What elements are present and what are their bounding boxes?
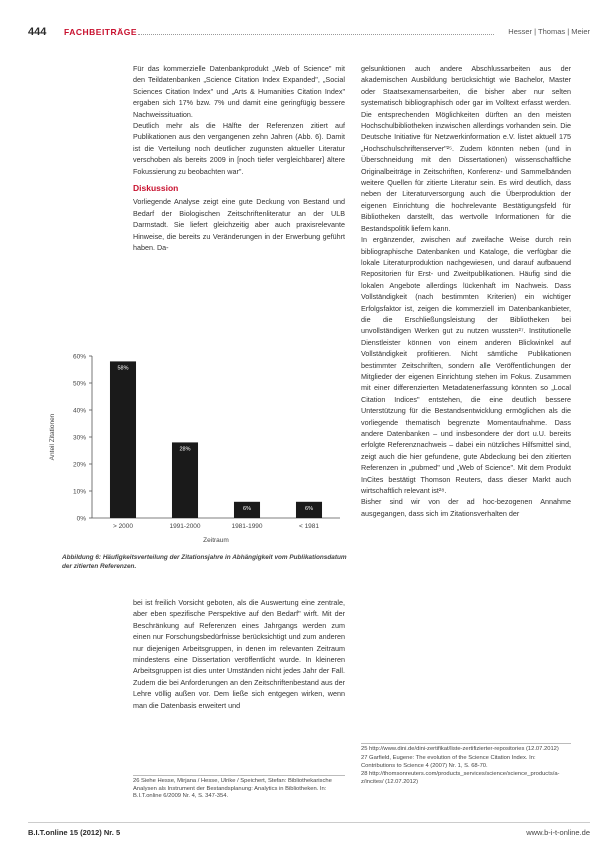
bar-value-label: 6% (243, 505, 251, 512)
footnote: 28 http://thomsonreuters.com/products_services/science/science_products/a-z/incites/ (12.07.2012) (361, 771, 560, 786)
x-tick-label: 1981-1990 (231, 523, 263, 530)
paragraph: Bisher sind wir von der ad hoc-bezogenen Annahme ausgegangen, dass sich im Zitationsverhalten der (361, 497, 571, 518)
bar-value-label: 58% (117, 365, 129, 372)
x-tick-label: < 1981 (298, 523, 320, 530)
y-tick-label: 20% (72, 461, 86, 469)
paragraph: In ergänzender, zwischen auf zweifache Weise durch rein bibliographische Datenbanken und Kataloge, die verfügbar die lokale Literaturproduktion nachgewiesen, und darauf aufbauend Repositorien für Erst- und Zweitpublikationen. Häufig sind die lokalen Angebote allerdings lückenhaft im Nachweis. Dass Vollständigkeit (nach bestimmten Kriterien) ein wichtiger Erfolgsfaktor ist, zeigen die kommerziell im Datenbankanbieter, die die Erschließungsleistung der Bibliotheken bei unvollständigen Werken gut zu nutzen wussten²⁷. Institutionelle Dienstleister können von einem anderen Blickwinkel auf Vollständigkeit profitieren. Nicht sämtliche Publikationen bestimmter Zeitschriften, sondern alle Veröffentlichungen der Mitglieder der eigenen Einrichtung stehen im Fokus. Zusammen mit einer differenzierten Metadatenerfassung könnten so „Local Citation Indices" entstehen, die eine deutlich bessere Unterstützung für die Bestandsentwicklung ermöglichen als die vorliegende thematisch begrenzte Momentaufnahme. Dass andere Datenbanken – und insbesondere der dort u.U. bereits erfolgte Referenznachweis – dabei ein nützliches Hilfsmittel sind, zeigt auch die hier gefundene, gute Abdeckung bei den zitierten Referenzen in „pubmed" und „Web of Science". Mit dem Produkt InCites bestätigt Thomson Reuters, dass dieser Markt auch wirtschaftlich relevant ist²⁸. (361, 235, 571, 496)
paragraph: bei ist freilich Vorsicht geboten, als die Auswertung eine zentrale, aber eben spezifische Perspektive auf den Bedarf" wirft. Mit der Beschränkung auf Referenzen eines Jahrgangs werden zum einen nur Forschungsbedürfnisse berücksichtigt und zum anderen nur diejenigen Arbeitsgruppen, in denen im relevanten Zeitraum mindestens eine Dissertation veröffentlicht wurde. In kleineren Arbeitsgruppen ist dies unter Umständen nicht jedes Jahr der Fall. Zudem die bei Anforderungen an den Zeitschriftenbestand aus der Lehre völlig außen vor. Dem ließe sich entgegen wirken, wenn man die Datenbasis erweitert und (133, 598, 345, 710)
paragraph: gelsunktionen auch andere Abschlussarbeiten aus der akademischen Ausbildung berücksichtigt wie Bachelor, Master oder Staatsexamensarbeiten, die bisher aber nur selten systematisch bibliographisch oder gar im Volltext erfasst werden. Die entsprechenden Möglichkeiten dürften an den meisten Hochschulbibliotheken inzwischen allerdings vorhanden sein. Die Deutsche Initiative für Netzwerkinformation e.V. listet aktuell 175 „Hochschulschriftenserver"²⁵. Zudem könnten neben (und in Überschneidung mit den Dissertationen) wissenschaftliche Originalbeiträge in Zeitschriften, Konferenz- und Sammelbänden weitere Quellen für zitierte Literatur sein. Es wird deutlich, dass neben der Literaturversorgung auch die Überproduktion der eigenen Einrichtung die hochrelevante Bestätigungsfeld für Bibliotheken darstellt, das wertvolle Informationen für die Bestandspolitik liefern kann. (361, 64, 571, 233)
footnote: 25 http://www.dini.de/dini-zertifikat/liste-zertifizierter-repositories (12.07.2012) (361, 746, 559, 752)
section-title: FACHBEITRÄGE (64, 27, 138, 37)
y-axis-label: Anteil Zitationen (49, 413, 56, 461)
paragraph: Vorliegende Analyse zeigt eine gute Deckung von Bestand und Bedarf der Biologischen Zeitschriftenliteratur an der ULB Darmstadt. Sie liefert gleichzeitig aber auch praxisrelevante Hinweise, die bereits zu Veränderungen in der Erwerbung geführt haben. Da- (133, 197, 345, 253)
footer-url: www.b-i-t-online.de (526, 828, 590, 837)
running-authors: Hesser | Thomas | Meier (508, 27, 590, 36)
left-column (133, 63, 345, 254)
page-header (28, 26, 590, 42)
figure-caption: Abbildung 6: Häufigkeitsverteilung der Zitationsjahre in Abhängigkeit vom Publikationsdatum der zitierten Referenzen. (62, 554, 347, 570)
bar-chart (40, 350, 350, 550)
footer-journal: B.I.T.online 15 (2012) Nr. 5 (28, 828, 121, 837)
y-tick-label: 10% (72, 488, 86, 496)
footnote: 26 Siehe Hesse, Mirjana / Hesse, Ulrike / Speichert, Stefan: Bibliothekarische Analysen als Instrument der Bestandsplanung: Analytics in Bibliotheken. In: B.I.T.online 6/2009 Nr. 4, S. 347-354. (133, 778, 332, 800)
footnote: 27 Garfield, Eugene: The evolution of the Science Citation Index. In: Contributions to Science 4 (2007) Nr. 1, S. 68-70. (361, 754, 536, 769)
y-tick-label: 60% (72, 353, 86, 361)
paragraph: Deutlich mehr als die Hälfte der Referenzen zitiert auf Publikationen aus den vergangenen zehn Jahren (Abb. 6). Damit ist die Verteilung noch deutlicher zugunsten aktueller Literatur verschoben als bereits 2009 in [noch tiefer vergleichbarer] ältere Fokussierung zu beobachten war". (133, 121, 345, 176)
y-tick-label: 40% (72, 407, 86, 415)
y-tick-label: 30% (72, 434, 86, 442)
y-tick-label: 50% (72, 380, 86, 388)
footnotes-right (361, 743, 571, 788)
bar-value-label: 28% (179, 446, 191, 453)
page-number: 444 (28, 26, 47, 38)
header-rule (138, 34, 494, 35)
footnotes-left (133, 775, 345, 802)
footer-rule (28, 822, 590, 823)
y-tick-label: 0% (76, 515, 86, 523)
bar (172, 442, 198, 518)
left-column-continued (133, 597, 345, 711)
bar-value-label: 6% (305, 505, 313, 512)
x-axis-label: Zeitraum (203, 537, 229, 544)
bar (110, 361, 136, 518)
section-heading: Diskussion (133, 183, 179, 194)
right-column (361, 63, 571, 519)
x-tick-label: 1991-2000 (169, 523, 201, 530)
paragraph: Für das kommerzielle Datenbankprodukt „Web of Science" mit den Teildatenbanken „Science Citation Index Expanded", „Social Sciences Citation Index" und „Arts & Humanities Citation Index" ergaben sich 17% bzw. 7% und damit eine geringfügig bessere Nachweissituation. (133, 64, 345, 119)
x-tick-label: > 2000 (112, 523, 134, 530)
